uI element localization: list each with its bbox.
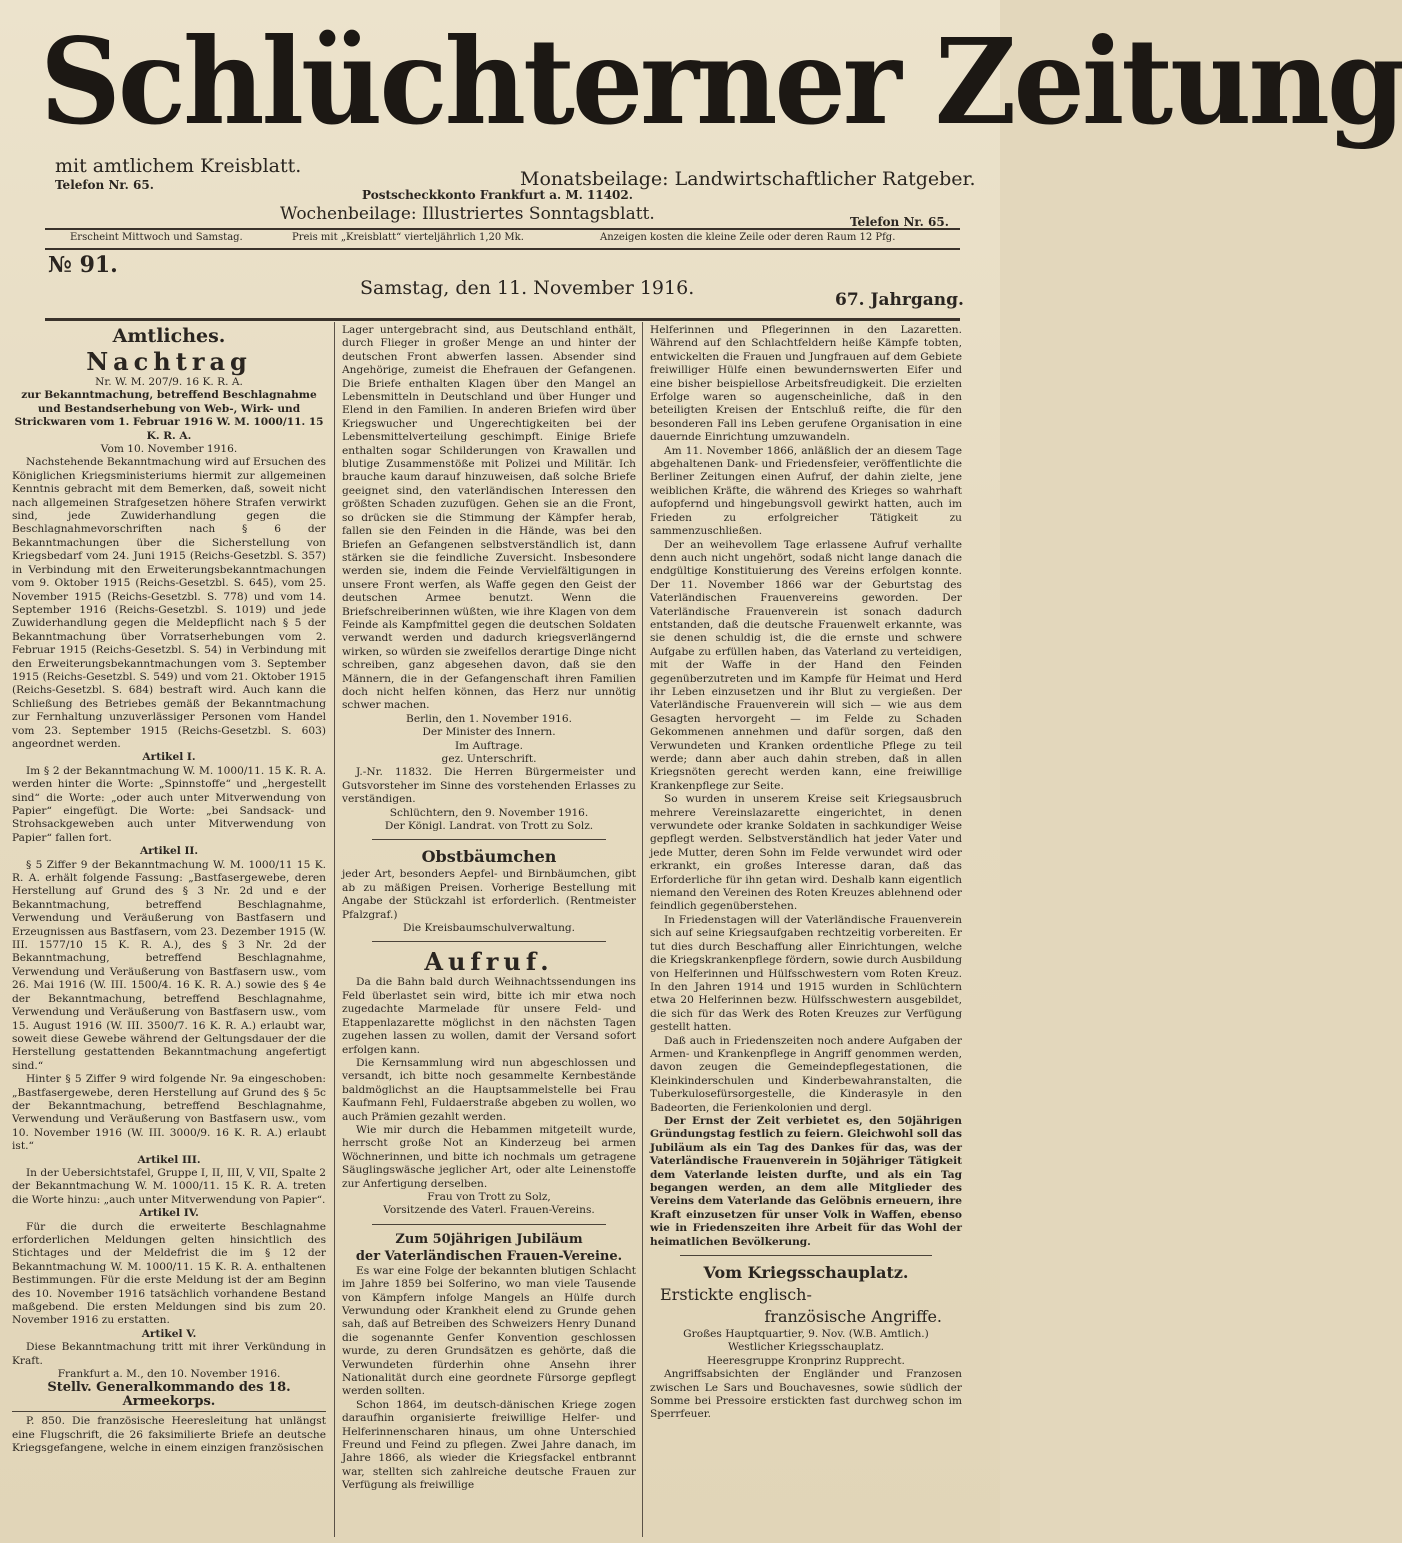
nachtrag-intro: zur Bekanntmachung, betreffend Beschlagnahme und Bestandserhebung von Web-, Wirk- und Strickwaren vom 1. Februar 1916 W. M. 1000/11. 15 K. R. A.	[14, 389, 324, 442]
column-2	[342, 324, 636, 1538]
issue-number: № 91.	[48, 252, 118, 278]
postscheck: Postscheckkonto Frankfurt a. M. 11402.	[362, 188, 633, 202]
aufruf-p3: Wie mir durch die Hebammen mitgeteilt wurde, herrscht große Not an Kinderzeug bei armen Wöchnerinnen, und bitte ich nochmals um getragene Säuglingswäsche jeglicher Art, oder alte Leinenstoffe zur Anfertigung derselben.	[342, 1123, 636, 1190]
artikel-4-text: Für die durch die erweiterte Beschlagnahme erforderlichen Meldungen gelten hinsichtlich des Stichtages und der Meldefrist die im § 12 der Bekanntmachung W. M. 1000/11. 15 K. R. A. enthaltenen Bestimmungen. Für die erste Meldung ist der am Beginn des 10. November 1916 tatsächlich vorhandene Bestand maßgebend. Die ersten Meldungen sind bis zum 20. November 1916 zu erstatten.	[12, 1220, 326, 1327]
kriegsschauplatz-text: Angriffsabsichten der Engländer und Franzosen zwischen Le Sars und Bouchavesnes, sowie südlich der Somme bei Pressoire erstickten fast durchweg schon im Sperrfeuer.	[650, 1368, 962, 1421]
obstbaeumchen-text: jeder Art, besonders Aepfel- und Birnbäumchen, gibt ab zu mäßigen Preisen. Vorherige Bestellung mit Angabe der Stückzahl ist erforderlich. (Rentmeister Pfalzgraf.)	[342, 868, 636, 921]
generalkommando-signoff: Stellv. Generalkommando des 18. Armeekorps.	[47, 1380, 291, 1409]
minister-sig: Der Minister des Innern.	[422, 726, 556, 739]
artikel-2-text: § 5 Ziffer 9 der Bekanntmachung W. M. 1000/11 15 K. R. A. erhält folgende Fassung: „Bastfasergewebe, deren Herstellung auf Grund des § 3 Nr. 2d und e der Bekanntmachung, betreffend Beschlagnahme, Verwendung und Veräußerung von Bastfasern und Erzeugnissen aus Bastfasern, vom 23. Dezember 1915 (W. III. 1577/10 15 K. R. A.), des § 3 Nr. 2d der Bekanntmachung, betreffend Beschlagnahme, Verwendung und Veräußerung von Bastfasern usw., vom 26. Mai 1916 (W. III. 1500/4. 16 K. R. A.) sowie des § 4e der Bekanntmachung, betreffend Beschlagnahme, Verwendung und Veräußerung von Bastfasern usw., vom 15. August 1916 (W. III. 3500/7. 16 K. R. A.) erlaubt war, soweit diese Gewebe während der Geltungsdauer der die Herstellung gestattenden Bekanntmachung angefertigt sind.“	[12, 858, 326, 1072]
masthead-title: Schlüchterner Zeitung	[40, 13, 1402, 152]
gez-unterschrift: gez. Unterschrift.	[441, 753, 537, 765]
obstbaeumchen-heading: Obstbäumchen	[421, 847, 557, 867]
info-erscheint: Erscheint Mittwoch und Samstag.	[70, 232, 243, 243]
nachtrag-ref: Nr. W. M. 207/9. 16 K. R. A.	[95, 376, 243, 388]
column-divider-1	[334, 322, 335, 1537]
berlin-place: Berlin, den 1. November 1916.	[406, 712, 572, 725]
westlicher-line: Westlicher Kriegsschauplatz.	[727, 1341, 885, 1354]
jubilaeum-continued: Helferinnen und Pflegerinnen in den Lazaretten. Während auf den Schlachtfeldern heiße Kämpfe tobten, entwickelten die Frauen und Jungfrauen auf dem Gebiete freiwilliger Hülfe einen bewundernswerten Eifer und eine bisher beispiellose Arbeitsfreudigkeit. Die erzielten Erfolge waren so augenscheinliche, daß in den beteiligten Kreisen der Entschluß reifte, die für den besonderen Fall ins Leben gerufene Organisation in eine dauernde Einrichtung umzuwandeln.	[650, 324, 962, 444]
artikel-4-heading: Artikel IV.	[139, 1207, 199, 1220]
artikel-3-heading: Artikel III.	[137, 1153, 201, 1166]
nachtrag-heading: Nachtrag	[86, 347, 252, 376]
schluechtern-place: Schlüchtern, den 9. November 1916.	[389, 806, 589, 819]
telefon-left: Telefon Nr. 65.	[55, 178, 154, 192]
artikel-1-heading: Artikel I.	[142, 751, 196, 764]
aufruf-sig2: Vorsitzende des Vaterl. Frauen-Vereins.	[383, 1204, 595, 1217]
top-rule	[45, 228, 960, 230]
col3-p4: So wurden in unserem Kreise seit Kriegsausbruch mehrere Vereinslazarette eingerichtet, in denen verwundete oder kranke Soldaten in sachkundiger Weise gepflegt werden. Selbstverständlich hat jeder Vater und jede Mutter, deren Sohn im Felde verwundet wird oder erkrankt, ein großes Interesse daran, daß das Erforderliche für ihn getan wird. Deshalb kann eigentlich niemand den Vereinen des Roten Kreuzes ablehnend oder feindlich gegenüberstehen.	[650, 793, 962, 913]
amtliches-heading: Amtliches.	[112, 325, 226, 347]
col3-p5: In Friedenstagen will der Vaterländische Frauenverein sich auf seine Kriegsaufgaben rechtzeitig vorbereiten. Er tut dies durch Beschaffung aller Einrichtungen, welche die Kriegskrankenpflege fördern, sowie durch Ausbildung von Helferinnen und Hülfsschwestern vom Roten Kreuz. In den Jahren 1914 und 1915 wurden in Schlüchtern etwa 20 Helferinnen bezw. Hülfsschwestern ausgebildet, die sich für das Werk des Roten Kreuzes zur Verfügung gestellt hatten.	[650, 913, 962, 1034]
jubilaeum-heading-2: der Vaterländischen Frauen-Vereine.	[355, 1248, 623, 1264]
issue-jahrgang: 67. Jahrgang.	[835, 290, 964, 310]
separator-jubilaeum	[372, 1224, 606, 1225]
telefon-right: Telefon Nr. 65.	[850, 215, 949, 229]
issue-date: Samstag, den 11. November 1916.	[360, 277, 695, 299]
artikel-5-heading: Artikel V.	[141, 1327, 197, 1340]
jubilaeum-p2: Schon 1864, im deutsch-dänischen Kriege zogen daraufhin organisierte freiwillige Helfer- und Helferinnenscharen hinaus, um ohne Unterschied Freund und Feind zu pflegen. Zwei Jahre danach, im Jahre 1866, als wieder die Kriegsfackel entbrannt war, stellten sich zahlreiche deutsche Frauen zur Verfügung als freiwillige	[342, 1398, 636, 1492]
obstbaeumchen-sig: Die Kreisbaumschulverwaltung.	[402, 922, 576, 935]
im-auftrage: Im Auftrage.	[454, 739, 524, 752]
wochenbeilage: Wochenbeilage: Illustriertes Sonntagsblatt.	[280, 204, 655, 224]
monatsbeilage: Monatsbeilage: Landwirtschaftlicher Ratgeber.	[520, 168, 976, 190]
p850-text: P. 850. Die französische Heeresleitung hat unlängst eine Flugschrift, die 26 faksimilierte Briefe an deutsche Kriegsgefangene, welche in einem einzigen französischen	[12, 1415, 326, 1455]
artikel-2-text2: Hinter § 5 Ziffer 9 wird folgende Nr. 9a eingeschoben: „Bastfasergewebe, deren Herstellung auf Grund des § 5c der Bekanntmachung, betreffend Beschlagnahme, Verwendung und Veräußerung von Bastfasern usw., vom 10. November 1916 (W. III. 3000/9. 16 K. R. A.) erlaubt ist.“	[12, 1073, 326, 1153]
artikel-1-text: Im § 2 der Bekanntmachung W. M. 1000/11. 15 K. R. A. werden hinter die Worte: „Spinnstoffe“ und „hergestellt sind“ die Worte: „oder auch unter Mitverwendung von Papier“ eingefügt. Die Worte: „bei Sandsack- und Strohsackgeweben auch unter Mitverwendung von Papier“ fallen fort.	[12, 764, 326, 844]
separator-obst	[372, 839, 606, 840]
separator-col1	[12, 1411, 326, 1412]
col3-p6: Daß auch in Friedenszeiten noch andere Aufgaben der Armen- und Krankenpflege in Angriff genommen werden, davon zeugen die Gemeindepflegestationen, die Kleinkinderschulen und Kinderbewahranstalten, die Tuberkulosefürsorgestelle, die Kinderasyle in den Badeorten, die Ferienkolonien und dergl.	[650, 1034, 962, 1114]
kriegsschauplatz-heading: Vom Kriegsschauplatz.	[703, 1263, 909, 1283]
artikel-3-text: In der Uebersichtstafel, Gruppe I, II, III, V, VII, Spalte 2 der Bekanntmachung W. M. 1000/11. 15 K. R. A. treten die Worte hinzu: „auch unter Mitverwendung von Papier“.	[12, 1166, 326, 1206]
aufruf-sig1: Frau von Trott zu Solz,	[427, 1190, 551, 1203]
aufruf-heading: Aufruf.	[424, 947, 554, 977]
landrat-sig: Der Königl. Landrat. von Trott zu Solz.	[384, 820, 594, 833]
kriegsschauplatz-sub1: Erstickte englisch-	[660, 1285, 812, 1305]
heeresgruppe-line: Heeresgruppe Kronprinz Rupprecht.	[707, 1354, 905, 1367]
separator-aufruf	[372, 941, 606, 942]
subtitle-kreisblatt: mit amtlichem Kreisblatt.	[55, 155, 302, 177]
kriegsschauplatz-sub2: französische Angriffe.	[764, 1307, 942, 1327]
aufruf-p1: Da die Bahn bald durch Weihnachtssendungen ins Feld überlastet sein wird, bitte ich mir etwa noch zugedachte Marmelade für unsere Feld- und Etappenlazarette möglichst in den nächsten Tagen zugehen lassen zu wollen, damit der Versand sofort erfolgen kann.	[342, 976, 636, 1056]
aufruf-p2: Die Kernsammlung wird nun abgeschlossen und versandt, ich bitte noch gesammelte Kernbestände baldmöglichst an die Hauptsammelstelle bei Frau Kaufmann Fehl, Fuldaerstraße abgeben zu wollen, wo auch Prämien gezahlt werden.	[342, 1056, 636, 1123]
separator-krieg	[680, 1255, 932, 1256]
nachtrag-body: Nachstehende Bekanntmachung wird auf Ersuchen des Königlichen Kriegsministeriums hiermit zur allgemeinen Kenntnis gebracht mit dem Bemerken, daß, soweit nicht nach allgemeinen Strafgesetzen höhere Strafen verwirkt sind, jede Zuwiderhandlung gegen die Beschlagnahmevorschriften nach § 6 der Bekanntmachungen über die Sicherstellung von Kriegsbedarf vom 24. Juni 1915 (Reichs-Gesetzbl. S. 357) in Verbindung mit den Erweiterungsbekanntmachungen vom 9. Oktober 1915 (Reichs-Gesetzbl. S. 645), vom 25. November 1915 (Reichs-Gesetzbl. S. 778) und vom 14. September 1916 (Reichs-Gesetzbl. S. 1019) und jede Zuwiderhandlung gegen die Meldepflicht nach § 5 der Bekanntmachung über Vorratserhebungen vom 2. Februar 1915 (Reichs-Gesetzbl. S. 54) in Verbindung mit den Erweiterungsbekanntmachungen vom 3. September 1915 (Reichs-Gesetzbl. S. 549) und vom 21. Oktober 1915 (Reichs-Gesetzbl. S. 684) bestraft wird. Auch kann die Schließung des Betriebes gemäß der Bekanntmachung zur Fernhaltung unzuverlässiger Personen vom Handel vom 23. September 1915 (Reichs-Gesetzbl. S. 603) angeordnet werden.	[12, 456, 326, 750]
column-3	[650, 324, 962, 1538]
jnr-text: J.-Nr. 11832. Die Herren Bürgermeister und Gutsvorsteher im Sinne des vorstehenden Erlasses zu verständigen.	[342, 766, 636, 806]
hauptquartier-line: Großes Hauptquartier, 9. Nov. (W.B. Amtlich.)	[683, 1328, 929, 1341]
artikel-5-text: Diese Bekanntmachung tritt mit ihrer Verkündung in Kraft.	[12, 1341, 326, 1367]
col3-p2: Am 11. November 1866, anläßlich der an diesem Tage abgehaltenen Dank- und Friedensfeier, veröffentlichte die Berliner Zeitungen einen Aufruf, der dahin zielte, jene weiblichen Kräfte, die während des Krieges so wahrhaft aufopfernd und hingebungsvoll gewirkt hatten, auch im Frieden zu erfolgreicher Tätigkeit zu sammenzuschließen.	[650, 444, 962, 538]
place-date-frankfurt: Frankfurt a. M., den 10. November 1916.	[57, 1368, 281, 1381]
jubilaeum-p1: Es war eine Folge der bekannten blutigen Schlacht im Jahre 1859 bei Solferino, wo man viele Tausende von Kämpfern infolge Mangels an Hülfe durch Verwundung oder Krankheit elend zu Grunde gehen sah, daß auf Betreiben des Schweizers Henry Dunand die sogenannte Genfer Konvention geschlossen wurde, zu deren Grundsätzen es gehörte, daß die Verwundeten fürderhin ohne Ansehn ihrer Nationalität durch eine geordnete Fürsorge gepflegt werden sollten.	[342, 1264, 636, 1398]
artikel-2-heading: Artikel II.	[139, 845, 199, 858]
column-divider-2	[642, 322, 643, 1537]
info-anzeigen: Anzeigen kosten die kleine Zeile oder deren Raum 12 Pfg.	[600, 232, 896, 243]
header-rule	[45, 318, 960, 321]
col3-p7: Der Ernst der Zeit verbietet es, den 50jährigen Gründungstag festlich zu feiern. Gleichwohl soll das Jubiläum als ein Tag des Dankes für das, was der Vaterländische Frauenverein in 50jähriger Tätigkeit dem Vaterlande leisten durfte, und als ein Tag begangen werden, an dem alle Mitglieder des Vereins dem Vaterlande das Gelöbnis erneuern, ihre Kraft einzusetzen für unser Volk in Waffen, ebenso wie in Friedenszeiten ihre Arbeit für das Wohl der heimatlichen Bevölkerung.	[650, 1114, 962, 1248]
nachtrag-vom: Vom 10. November 1916.	[100, 443, 238, 456]
flugschrift-continued: Lager untergebracht sind, aus Deutschland enthält, durch Flieger in großer Menge an und hinter der deutschen Front abwerfen lassen. Absender sind Angehörige, zumeist die Ehefrauen der Gefangenen. Die Briefe enthalten Klagen über den Mangel an Lebensmitteln in Deutschland und über Hunger und Elend in den Familien. In anderen Briefen wird über Kriegswucher und Ungerechtigkeiten bei der Lebensmittelverteilung geschimpft. Einige Briefe enthalten sogar Schilderungen von Krawallen und blutige Zusammenstöße mit Polizei und Militär. Ich brauche kaum darauf hinzuweisen, daß solche Briefe geeignet sind, den vaterländischen Interessen den größten Schaden zuzufügen. Gehen sie an die Front, so drücken sie die Stimmung der Kämpfer herab, fallen sie den Feinden in die Hände, was bei den Briefen an Gefangenen selbstverständlich ist, dann stärken sie die feindliche Zuversicht. Insbesondere werden sie, indem die Feinde Vervielfältigungen in unsere Front werfen, als Waffe gegen den Geist der deutschen Armee benutzt. Wenn die Briefschreiberinnen wüßten, wie ihre Klagen von dem Feinde als Kampfmittel gegen die deutschen Soldaten verwandt werden und dadurch kriegsverlängernd wirken, so würden sie zweifellos derartige Dinge nicht schreiben, ganz abgesehen davon, daß sie den Männern, die in der Gefangenschaft ihren Familien doch nicht helfen können, das Herz nur unnötig schwer machen.	[342, 324, 636, 712]
info-preis: Preis mit „Kreisblatt“ vierteljährlich 1,20 Mk.	[292, 232, 524, 243]
jubilaeum-heading-1: Zum 50jährigen Jubiläum	[395, 1231, 583, 1247]
col3-p3: Der an weihevollem Tage erlassene Aufruf verhallte denn auch nicht ungehört, sodaß nicht lange danach die endgültige Konstituierung des Vereins erfolgen konnte. Der 11. November 1866 war der Geburtstag des Vaterländischen Frauenvereins geworden. Der Vaterländische Frauenverein ist sonach dadurch entstanden, daß die deutsche Frauenwelt erkannte, was sie denen schuldig ist, die die ernste und schwere Aufgabe zu erfüllen haben, das Vaterland zu verteidigen, mit der Waffe in der Hand den Feinden gegenüberzutreten und im Kampfe für Heimat und Herd ihr Leben einzusetzen und ihr Blut zu vergießen. Der Vaterländische Frauenverein will sich — wie aus dem Gesagten hervorgeht — im Felde zu Schaden Gekommenen annehmen und dafür sorgen, daß den Verwundeten und Kranken ordentliche Pflege zu teil werde; dann aber auch dahin streben, daß in allen Kriegsnöten gerecht werden kann, eine freiwillige Krankenpflege zur Seite.	[650, 538, 962, 792]
column-1	[12, 324, 326, 1538]
info-rule	[45, 248, 960, 250]
